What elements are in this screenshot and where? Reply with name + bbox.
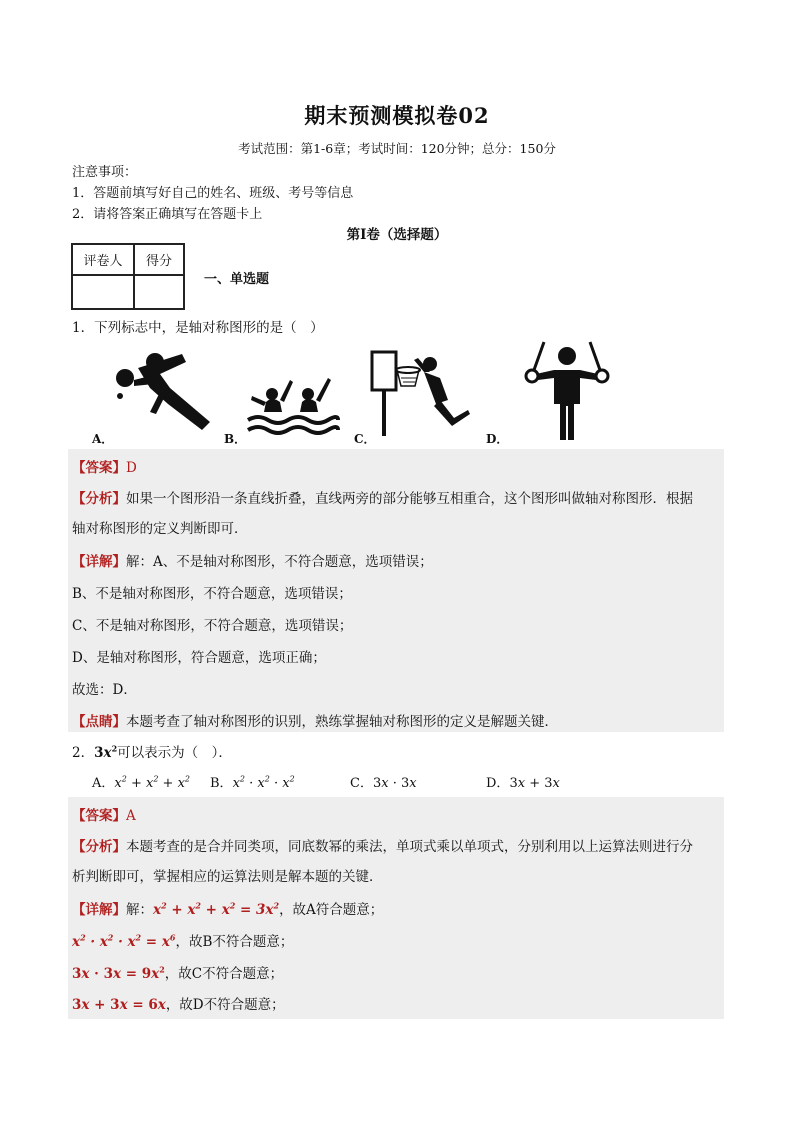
q2-analysis-line-1: [72, 835, 693, 855]
analysis-text: 本题考查的是合并同类项，同底数幂的乘法，单项式乘以单项式，分别利用以上运算法则进行分: [126, 839, 693, 855]
q2-analysis-line-2: 析判断即可，掌握相应的运算法则是解本题的关键．: [72, 869, 383, 885]
score-table: [71, 243, 185, 310]
score-header-score: 得分: [134, 244, 184, 275]
gymnast-rings-icon: [522, 340, 612, 442]
q2-answer-line: [72, 804, 136, 824]
question-2-text: 可以表示为（ ）．: [117, 745, 232, 761]
answer-value: A: [126, 808, 136, 824]
page-title: 期末预测模拟卷02: [304, 103, 490, 128]
detail-text-1: ，故A符合题意；: [279, 902, 384, 918]
q1-detail-line-4: D、是轴对称图形，符合题意，选项正确；: [72, 650, 326, 666]
question-2-answer-block: [68, 797, 724, 1019]
q2-option-b: [210, 772, 295, 791]
part-title: 一、单选题: [204, 272, 270, 287]
score-cell-grader[interactable]: [72, 275, 134, 309]
detail-text: 解：A、不是轴对称图形，不符合题意，选项错误；: [126, 554, 433, 570]
synchronized-swimmers-icon: [246, 376, 341, 436]
question-2-stem: [72, 741, 232, 761]
q2-option-c: [350, 772, 417, 791]
section-title: 第I卷（选择题）: [346, 227, 448, 243]
q2-detail-line-3: [72, 962, 283, 982]
question-2-formula: $3x^2$: [94, 743, 118, 761]
q2-option-d: [486, 772, 560, 791]
detail-prefix: 解：: [126, 902, 153, 918]
q2-option-d-math: 3x + 3x: [509, 776, 560, 791]
q1-detail-line-2: B、不是轴对称图形，不符合题意，选项错误；: [72, 586, 352, 602]
detail-text-3: ，故C不符合题意；: [164, 966, 284, 982]
question-2-number: 2．: [72, 745, 95, 761]
table-tennis-player-icon: [110, 348, 220, 433]
analysis-text: 如果一个图形沿一条直线折叠，直线两旁的部分能够互相重合，这个图形叫做轴对称图形．根据: [126, 491, 693, 507]
analysis-tag: 【分析】: [72, 491, 126, 507]
q2-option-a-math: $x^2 + x^2 + x^2$: [114, 774, 191, 791]
option-d-label: D．: [486, 432, 509, 446]
score-header-grader: 评卷人: [72, 244, 134, 275]
detail-tag: 【详解】: [72, 554, 126, 570]
answer-value: D: [126, 460, 137, 476]
q2-option-c-math: 3x · 3x: [372, 776, 417, 791]
detail-formula-2: $x^2 \cdot x^2 \cdot x^2 = x^6$: [72, 932, 176, 950]
answer-tag: 【答案】: [72, 808, 126, 824]
q1-point-line: [72, 710, 558, 730]
q1-detail-line-3: C、不是轴对称图形，不符合题意，选项错误；: [72, 618, 353, 634]
detail-formula-3: $3x \cdot 3x = 9x^2$: [72, 964, 165, 982]
detail-formula-1: $x^2 + x^2 + x^2 = 3x^2$: [153, 900, 280, 918]
option-b-label: B．: [224, 432, 247, 446]
basketball-dunk-icon: [370, 348, 475, 436]
analysis-tag: 【分析】: [72, 839, 126, 855]
point-tag: 【点睛】: [72, 714, 126, 730]
q2-option-c-label: C．: [350, 776, 373, 791]
question-1-answer-block: [68, 449, 724, 732]
q2-option-a-label: A．: [92, 776, 115, 791]
q1-detail-line-1: [72, 550, 433, 570]
detail-text-4: ，故D不符合题意；: [165, 997, 285, 1013]
option-c-label: C．: [354, 432, 376, 446]
q2-detail-line-1: [72, 898, 383, 918]
detail-text-2: ，故B不符合题意；: [175, 934, 294, 950]
q2-option-a: [92, 772, 190, 791]
question-1-options: [72, 338, 672, 448]
question-1-stem: 1．下列标志中，是轴对称图形的是（ ）: [72, 320, 324, 336]
q2-detail-line-2: [72, 930, 293, 950]
q1-analysis-line-2: 轴对称图形的定义判断即可．: [72, 521, 248, 537]
point-text: 本题考查了轴对称图形的识别，熟练掌握轴对称图形的定义是解题关键．: [126, 714, 558, 730]
option-a-label: A．: [92, 432, 114, 446]
score-cell-score[interactable]: [134, 275, 184, 309]
detail-formula-4: 3x + 3x = 6x: [72, 997, 166, 1013]
notice-heading: 注意事项：: [72, 165, 138, 180]
q2-option-b-math: $x^2 \cdot x^2 \cdot x^2$: [232, 774, 295, 791]
detail-tag: 【详解】: [72, 902, 126, 918]
q2-detail-line-4: [72, 993, 285, 1013]
q2-option-d-label: D．: [486, 776, 510, 791]
exam-info: 考试范围：第1-6章；考试时间：120分钟；总分：150分: [238, 141, 556, 156]
q1-answer-line: [72, 456, 137, 476]
answer-tag: 【答案】: [72, 460, 126, 476]
notice-item-1: 1．答题前填写好自己的姓名、班级、考号等信息: [72, 186, 354, 201]
notice-item-2: 2．请将答案正确填写在答题卡上: [72, 207, 263, 222]
q1-detail-line-5: 故选：D．: [72, 682, 137, 698]
q2-option-b-label: B．: [210, 776, 233, 791]
q1-analysis-line-1: [72, 487, 693, 507]
